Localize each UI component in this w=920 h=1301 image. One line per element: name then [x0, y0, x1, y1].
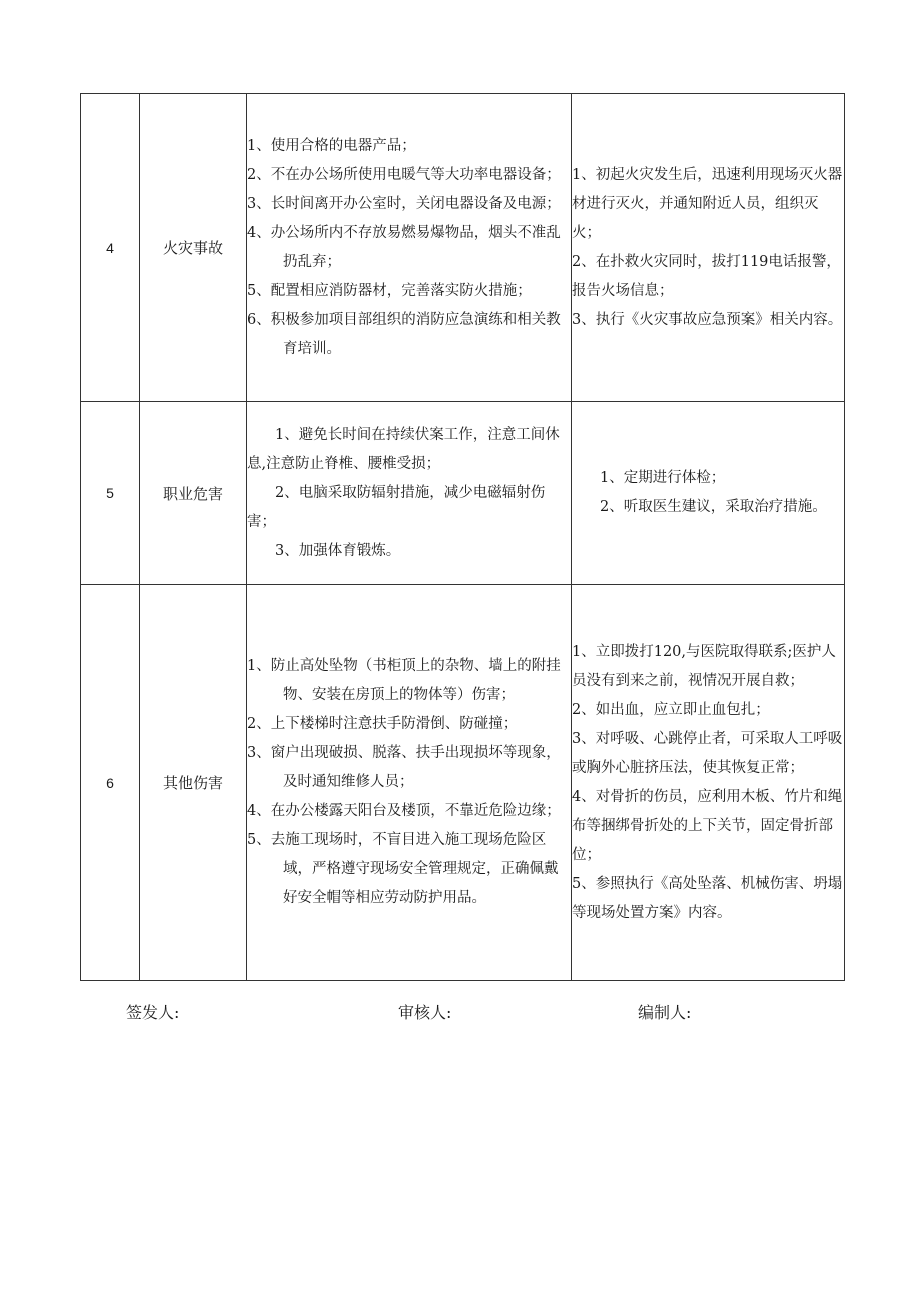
list-item: 5、去施工现场时，不盲目进入施工现场危险区域，严格遵守现场安全管理规定，正确佩戴好安全帽等相应劳动防护用品。	[247, 832, 559, 906]
list-item: 1、避免长时间在持续伏案工作，注意工间休息,注意防止脊椎、腰椎受损；	[247, 426, 560, 472]
list-item: 3、对呼吸、心跳停止者，可采取人工呼吸或胸外心脏挤压法，使其恢复正常；	[572, 730, 843, 776]
list-item: 5、参照执行《高处坠落、机械伤害、坍塌等现场处置方案》内容。	[572, 875, 843, 921]
table-row	[81, 585, 845, 981]
list-item: 4、办公场所内不存放易燃易爆物品，烟头不准乱扔乱弃；	[247, 224, 561, 270]
emergency-response	[572, 585, 845, 981]
row-number: 6	[81, 585, 140, 981]
list-item: 3、长时间离开办公室时，关闭电器设备及电源；	[247, 195, 561, 212]
hazard-table	[80, 93, 845, 981]
hazard-name: 职业危害	[140, 402, 247, 585]
list-item: 2、在扑救火灾同时，拔打119电话报警，报告火场信息；	[572, 253, 841, 299]
list-item: 4、在办公楼露天阳台及楼顶，不靠近危险边缘；	[247, 803, 561, 819]
list-item: 3、窗户出现破损、脱落、扶手出现损坏等现象，及时通知维修人员；	[247, 745, 561, 790]
reviewer-signature-label: 审核人:	[398, 1003, 452, 1022]
emergency-response	[572, 94, 845, 402]
issuer-signature-label: 签发人:	[126, 1003, 180, 1022]
list-item: 1、使用合格的电器产品；	[247, 137, 416, 154]
list-item: 2、不在办公场所使用电暖气等大功率电器设备；	[247, 166, 561, 183]
prevention-measures	[247, 402, 572, 585]
list-item: 2、听取医生建议，采取治疗措施。	[600, 499, 827, 515]
list-item: 1、立即拨打120,与医院取得联系;医护人员没有到来之前，视情况开展自救；	[572, 643, 836, 689]
list-item: 1、防止高处坠物（书柜顶上的杂物、墙上的附挂物、安装在房顶上的物体等）伤害；	[247, 658, 561, 703]
list-item: 1、初起火灾发生后，迅速利用现场灭火器材进行灭火，并通知附近人员，组织灭火；	[572, 166, 843, 241]
prevention-measures	[247, 94, 572, 402]
row-number: 4	[81, 94, 140, 402]
list-item: 3、加强体育锻炼。	[275, 542, 401, 559]
list-item: 3、执行《火灾事故应急预案》相关内容。	[572, 311, 843, 328]
list-item: 5、配置相应消防器材，完善落实防火措施；	[247, 282, 532, 299]
table-row	[81, 402, 845, 585]
list-item: 2、上下楼梯时注意扶手防滑倒、防碰撞；	[247, 716, 518, 732]
prevention-measures	[247, 585, 572, 981]
compiler-signature-label: 编制人:	[638, 1003, 692, 1022]
row-number: 5	[81, 402, 140, 585]
list-item: 2、如出血，应立即止血包扎；	[572, 701, 770, 718]
emergency-response	[572, 402, 845, 585]
list-item: 4、对骨折的伤员，应利用木板、竹片和绳布等捆绑骨折处的上下关节，固定骨折部位；	[572, 788, 843, 863]
hazard-name: 其他伤害	[140, 585, 247, 981]
list-item: 6、积极参加项目部组织的消防应急演练和相关教育培训。	[247, 311, 561, 357]
hazard-name: 火灾事故	[140, 94, 247, 402]
table-row	[81, 94, 845, 402]
list-item: 1、定期进行体检；	[600, 470, 726, 486]
list-item: 2、电脑采取防辐射措施，减少电磁辐射伤害；	[247, 484, 546, 530]
